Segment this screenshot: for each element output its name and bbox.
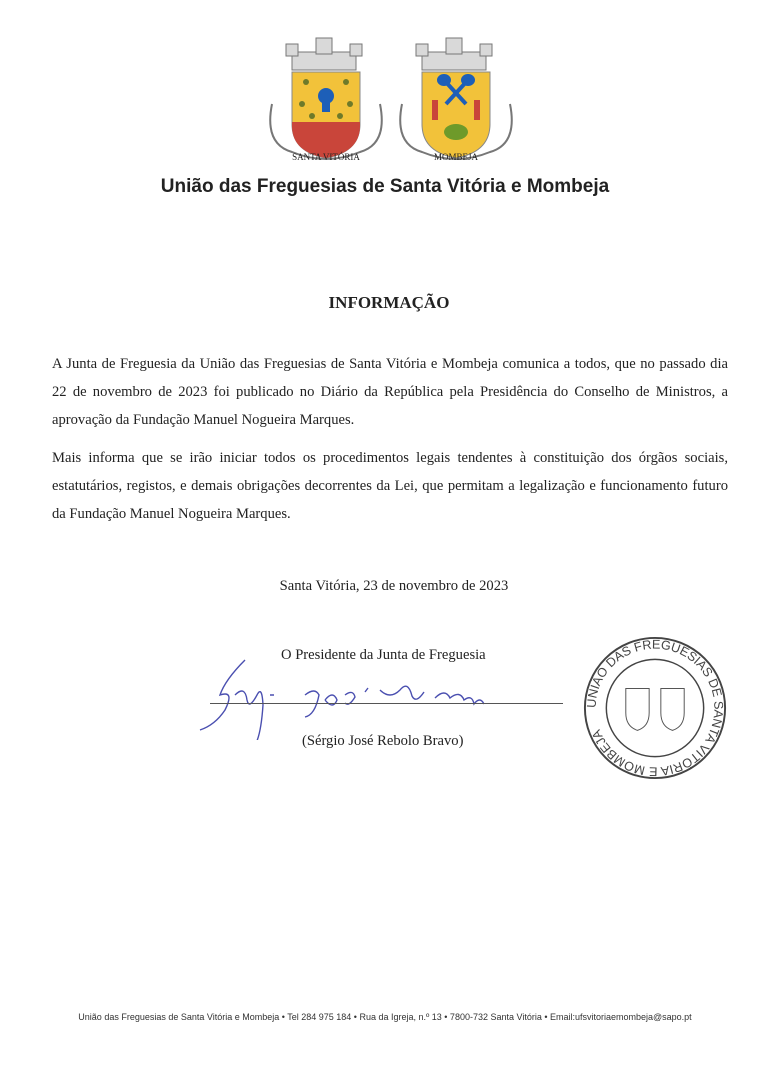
dateline: Santa Vitória, 23 de novembro de 2023 xyxy=(279,578,509,594)
footer-contact: União das Freguesias de Santa Vitória e Mombeja • Tel 284 975 184 • Rua da Igreja, n.º 13 • 7800-732 Santa Vitória • Email:ufsvitoriaemombeja@sapo.pt xyxy=(78,1012,692,1022)
body-paragraph: A Junta de Freguesia da União das Freguesias de Santa Vitória e Mombeja comunica a todos, que no passado dia 22 de novembro de 2023 foi publicado no Diário da República pela Presidência do Conselho de Ministros, a aprovação da Fundação Manuel Nogueira Marques. xyxy=(52,356,728,428)
document-heading: INFORMAÇÃO xyxy=(328,293,450,312)
signature-block xyxy=(52,637,728,779)
signatory-role: O Presidente da Junta de Freguesia xyxy=(281,647,486,663)
signature-line xyxy=(210,703,563,704)
official-seal xyxy=(582,635,728,781)
signatory-name: (Sérgio José Rebolo Bravo) xyxy=(302,733,464,749)
crest-label: MOMBEJA xyxy=(433,152,479,162)
crest-mombeja xyxy=(392,34,520,166)
body-paragraph: Mais informa que se irão iniciar todos os procedimentos legais tendentes à constituição dos órgãos sociais, estatutários, registos, e demais obrigações decorrentes da Lei, que permitam a legalização e funcionamento futuro da Fundação Manuel Nogueira Marques. xyxy=(52,450,728,522)
wheat-sheaf-icon xyxy=(444,124,468,140)
organization-title: União das Freguesias de Santa Vitória e Mombeja xyxy=(160,176,610,197)
crest-label: SANTA VITÓRIA xyxy=(292,152,360,162)
crest-santa-vitoria xyxy=(262,34,390,166)
mural-crown-icon xyxy=(416,38,492,70)
svg-text:UNIÃO DAS FREGUESIAS DE SANTA: UNIÃO DAS FREGUESIAS DE SANTA VITÓRIA E MOMBEJA xyxy=(584,637,726,779)
mural-crown-icon xyxy=(286,38,362,70)
document-body xyxy=(52,350,728,779)
